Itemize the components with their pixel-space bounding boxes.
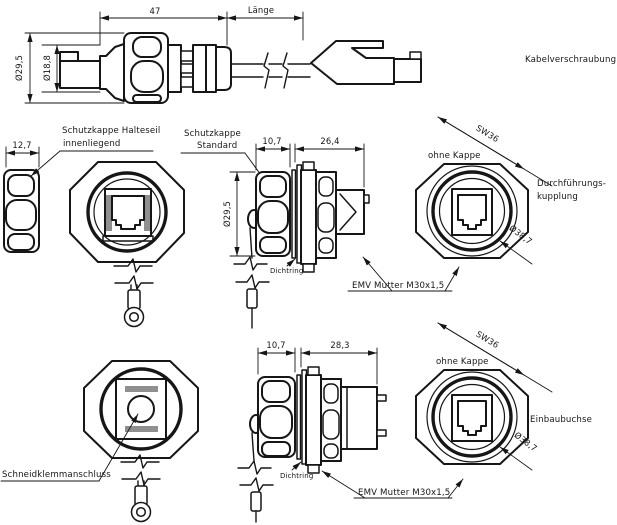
label-halteseil-line2: innenliegend (63, 139, 121, 149)
dim-laenge: Länge (247, 5, 275, 15)
label-durchfuehrungskupplung-line1: Durchführungs- (537, 179, 607, 189)
dim-cap-depth: 10,7 (266, 340, 286, 350)
label-schneidklemmanschluss: Schneidklemmanschluss (2, 470, 111, 480)
emv-nut (306, 375, 321, 465)
jack-socket-body (336, 190, 364, 234)
terminal-pin (377, 395, 386, 401)
dim-outer-diameter: Ø29,5 (14, 55, 24, 81)
dim-cap-width: 12,7 (12, 140, 32, 150)
seal-ring (297, 375, 301, 459)
label-dichtring: Dichtring (270, 267, 304, 275)
dim-sw36: SW36 (474, 122, 501, 145)
label-emv-mutter: EMV Mutter M30x1,5 (352, 281, 445, 291)
label-schutzkappe-standard-line1: Schutzkappe (184, 129, 241, 139)
label-kabelverschraubung: Kabelverschraubung (525, 55, 617, 65)
dim-sw36: SW36 (474, 328, 501, 351)
dim-cap-diameter: Ø29,5 (222, 201, 232, 227)
label-einbaubuchse: Einbaubuchse (530, 415, 593, 425)
dim-body-depth: 26,4 (320, 136, 340, 146)
dim-cap-depth: 10,7 (262, 136, 282, 146)
dim-47: 47 (149, 6, 161, 16)
seal-ring (292, 170, 296, 258)
label-halteseil-line1: Schutzkappe Halteseil (62, 126, 161, 136)
label-ohne-kappe: ohne Kappe (436, 357, 489, 367)
dim-inner-diameter: Ø18,8 (42, 55, 52, 81)
cap (256, 172, 290, 256)
label-schutzkappe-standard-line2: Standard (197, 141, 238, 151)
label-emv-mutter: EMV Mutter M30x1,5 (358, 488, 451, 498)
dim-hex-diameter: Ø38,7 (507, 222, 535, 247)
emv-nut (301, 170, 316, 264)
dim-body-depth: 28,3 (330, 340, 350, 350)
terminal-pin (377, 430, 386, 436)
dim-hex-diameter: Ø38,7 (512, 429, 540, 454)
label-durchfuehrungskupplung-line2: kupplung (537, 192, 579, 202)
label-ohne-kappe: ohne Kappe (428, 151, 481, 161)
label-dichtring: Dichtring (280, 472, 314, 480)
